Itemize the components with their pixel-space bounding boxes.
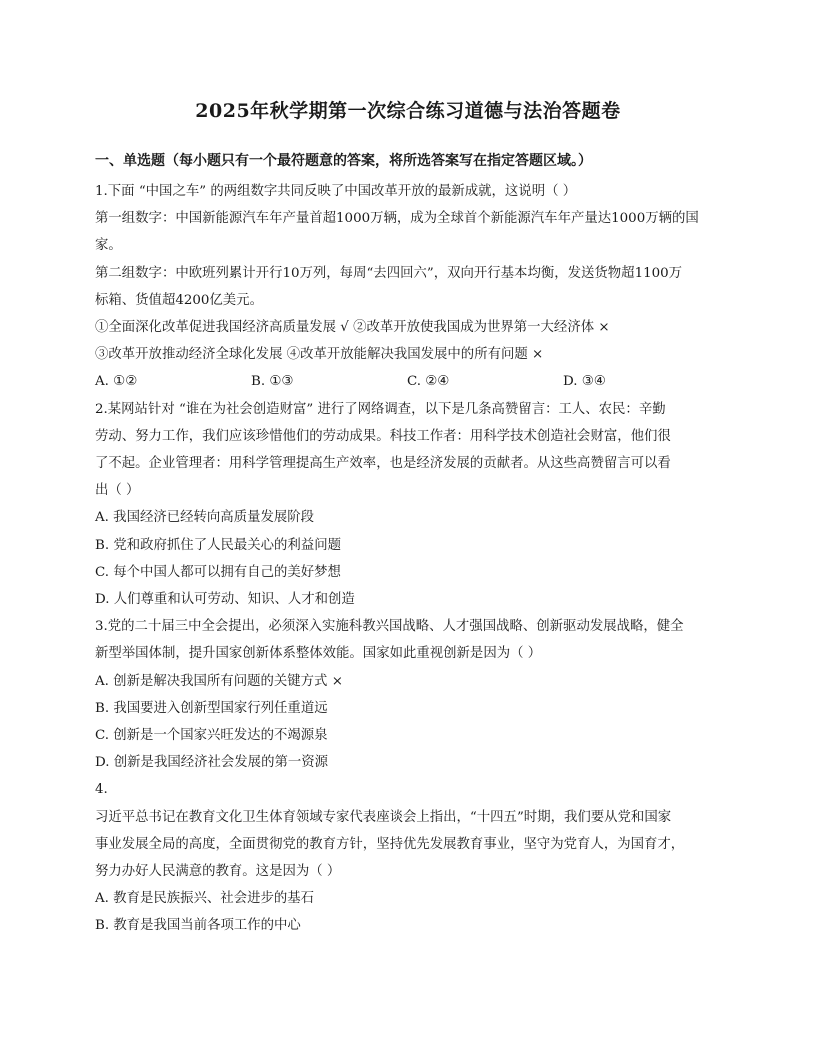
question-2-line: 出（ ） bbox=[95, 483, 140, 499]
option-b: B. 我国要进入创新型国家行列任重道远 bbox=[95, 700, 328, 716]
option-a: A. 教育是民族振兴、社会进步的基石 bbox=[95, 891, 315, 907]
question-1-statement: ③改革开放推动经济全球化发展 ④改革开放能解决我国发展中的所有问题 × bbox=[95, 347, 544, 363]
option-d: D. 人们尊重和认可劳动、知识、人才和创造 bbox=[95, 592, 355, 608]
option-a: A. 我国经济已经转向高质量发展阶段 bbox=[95, 510, 315, 526]
section-heading: 一、单选题（每小题只有一个最符题意的答案，将所选答案写在指定答题区域。） bbox=[95, 153, 592, 169]
question-4-line: 努力办好人民满意的教育。这是因为（ ） bbox=[95, 864, 341, 880]
question-4-number: 4. bbox=[95, 782, 108, 798]
question-1-options bbox=[95, 368, 721, 395]
option-c: C. ②④ bbox=[407, 374, 450, 390]
option-b: B. 教育是我国当前各项工作的中心 bbox=[95, 918, 301, 934]
exam-page bbox=[95, 96, 721, 940]
option-c: C. 创新是一个国家兴旺发达的不竭源泉 bbox=[95, 728, 328, 744]
option-a: A. ①② bbox=[95, 374, 138, 390]
question-4 bbox=[95, 776, 721, 939]
option-b: B. ①③ bbox=[251, 374, 294, 390]
question-1 bbox=[95, 178, 721, 396]
question-2-line: 劳动、努力工作，我们应该珍惜他们的劳动成果。科技工作者：用科学技术创造社会财富，他们很 bbox=[95, 428, 671, 444]
question-1-line: 家。 bbox=[95, 238, 122, 254]
question-4-line: 事业发展全局的高度，全面贯彻党的教育方针，坚持优先发展教育事业，坚守为党育人，为国育才， bbox=[95, 836, 685, 852]
question-4-line: 习近平总书记在教育文化卫生体育领域专家代表座谈会上指出，“十四五”时期，我们要从党和国家 bbox=[95, 809, 672, 825]
option-c: C. 每个中国人都可以拥有自己的美好梦想 bbox=[95, 564, 341, 580]
question-1-line: 1.下面 “中国之车” 的两组数字共同反映了中国改革开放的最新成就，这说明（ ） bbox=[95, 184, 577, 199]
page-title: 2025年秋学期第一次综合练习道德与法治答题卷 bbox=[195, 100, 621, 122]
option-a: A. 创新是解决我国所有问题的关键方式 × bbox=[95, 673, 343, 689]
question-1-line: 第一组数字：中国新能源汽车年产量首超1000万辆，成为全球首个新能源汽车年产量达1000万辆的国 bbox=[95, 211, 699, 227]
option-d: D. 创新是我国经济社会发展的第一资源 bbox=[95, 755, 329, 771]
question-3 bbox=[95, 613, 721, 776]
question-1-statement: ①全面深化改革促进我国经济高质量发展 √ ②改革开放使我国成为世界第一大经济体 × bbox=[95, 320, 610, 336]
question-3-line: 3.党的二十届三中全会提出，必须深入实施科教兴国战略、人才强国战略、创新驱动发展战略，健全 bbox=[95, 619, 684, 635]
question-1-line: 标箱、货值超4200亿美元。 bbox=[95, 292, 263, 308]
question-3-line: 新型举国体制，提升国家创新体系整体效能。国家如此重视创新是因为（ ） bbox=[95, 646, 542, 662]
question-1-line: 第二组数字：中欧班列累计开行10万列，每周“去四回六”，双向开行基本均衡，发送货物超1100万 bbox=[95, 265, 683, 281]
question-2-line: 了不起。企业管理者：用科学管理提高生产效率，也是经济发展的贡献者。从这些高赞留言可以看 bbox=[95, 456, 671, 472]
question-2-line: 2.某网站针对 “谁在为社会创造财富” 进行了网络调查，以下是几条高赞留言：工人、农民：辛勤 bbox=[95, 401, 666, 417]
option-d: D. ③④ bbox=[563, 374, 606, 390]
option-b: B. 党和政府抓住了人民最关心的利益问题 bbox=[95, 537, 341, 553]
question-2 bbox=[95, 396, 721, 614]
